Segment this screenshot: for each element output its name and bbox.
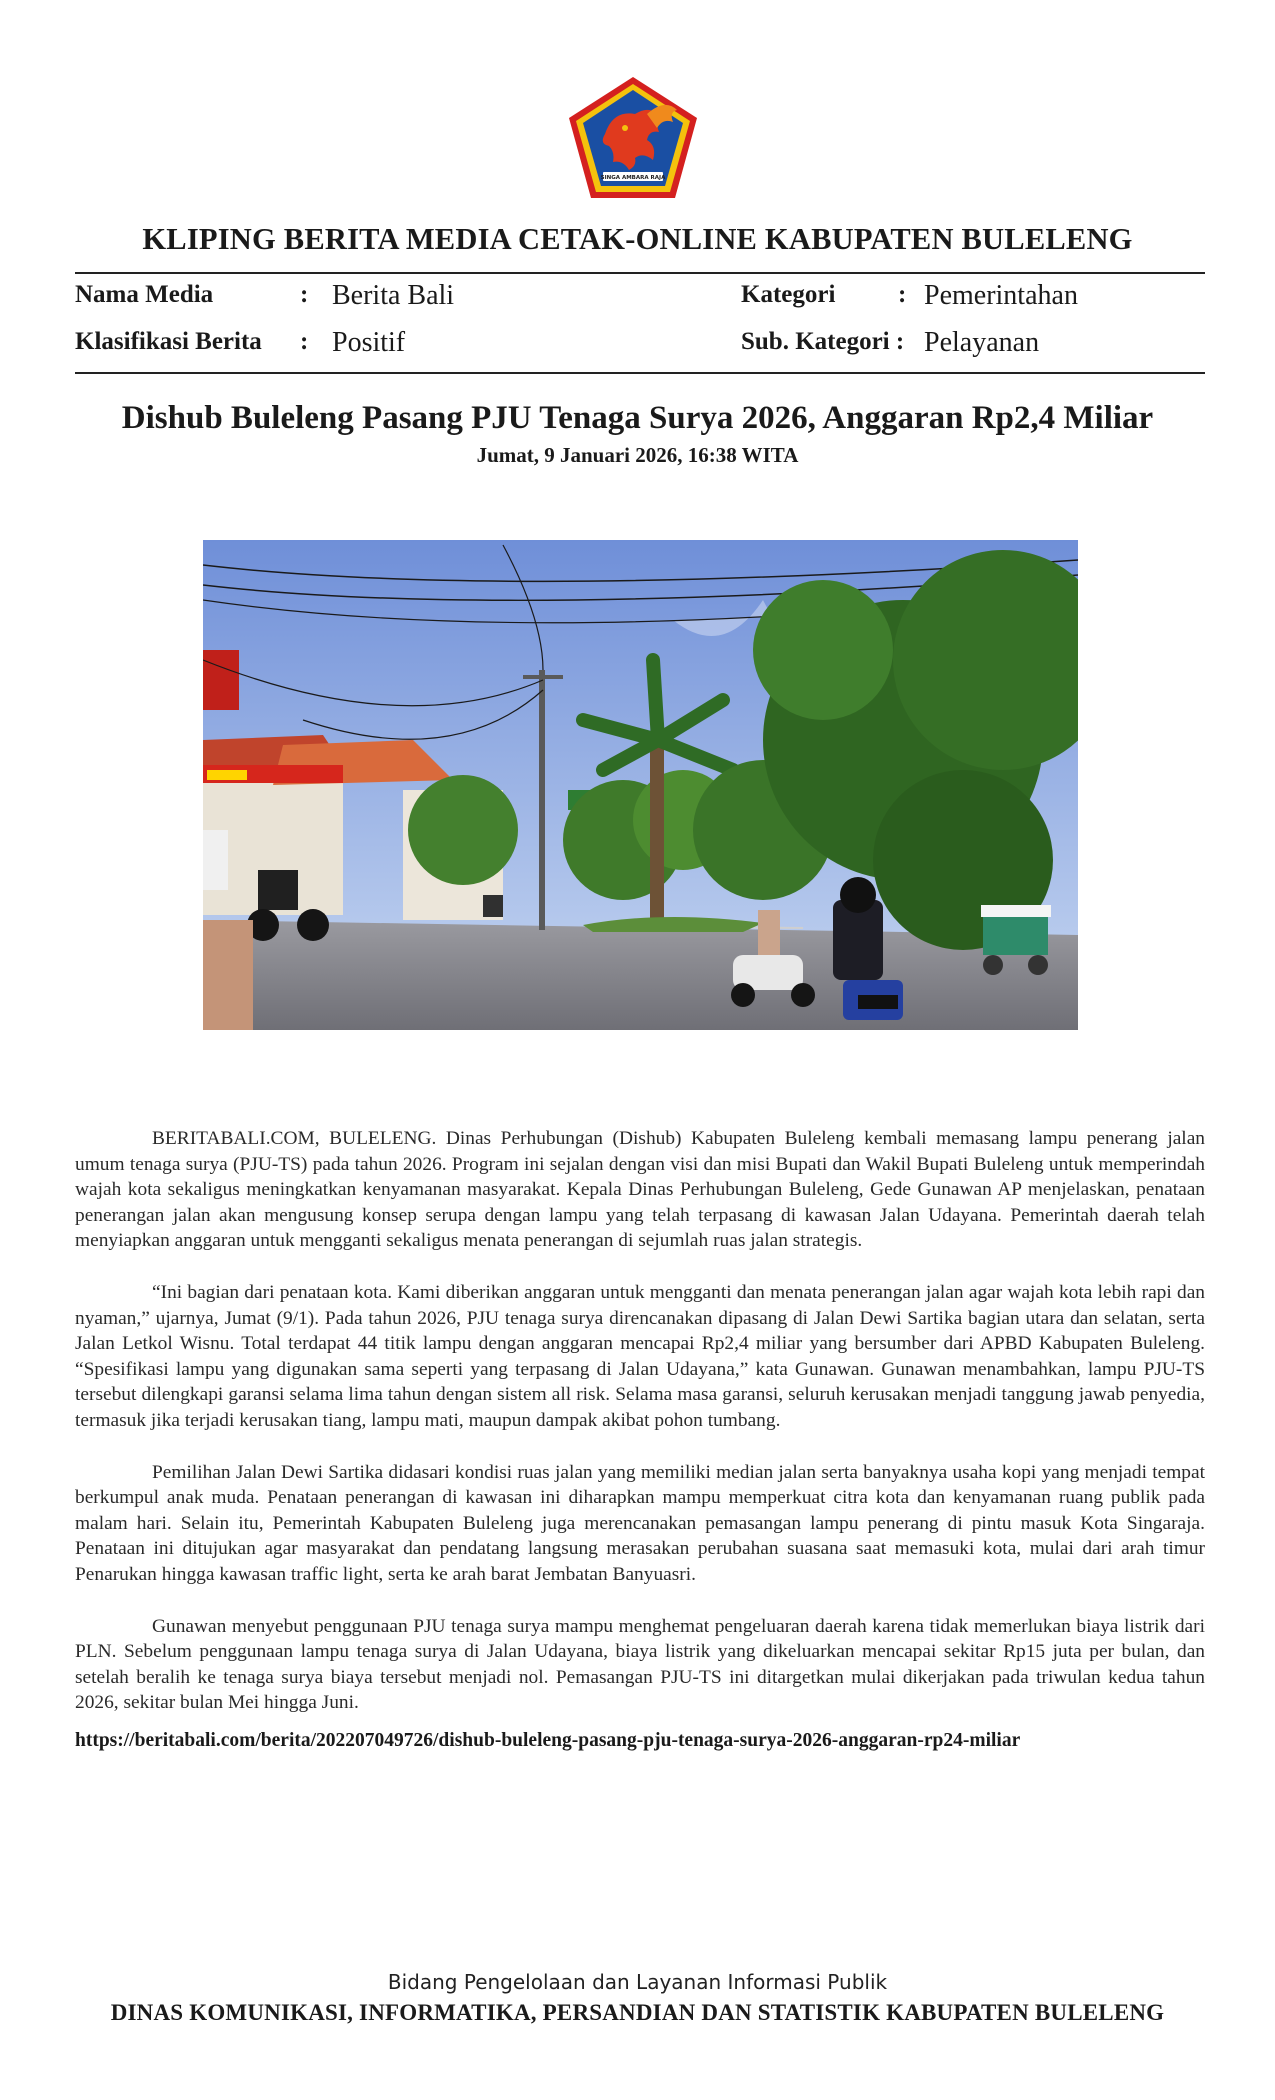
logo-motto: SINGA AMBARA RAJA: [600, 175, 666, 181]
klasifikasi-label: Klasifikasi Berita: [75, 328, 262, 355]
subkategori-value: Pelayanan: [924, 327, 1040, 358]
kategori-colon: :: [898, 281, 907, 308]
article-paragraph: Pemilihan Jalan Dewi Sartika didasari kondisi ruas jalan yang memiliki median jalan serta banyaknya usaha kopi yang menjadi tempat berkumpul anak muda. Penataan penerangan di kawasan ini diharapkan mampu memperkuat citra kota dan kenyamanan ruang publik pada malam hari. Selain itu, Pemerintah Kabupaten Buleleng juga merencanakan pemasangan lampu penerang di pintu masuk Kota Singaraja. Penataan ini ditujukan agar masyarakat dan pendatang langsung merasakan perubahan suasana saat memasuki kota, mulai dari arah timur Penarukan hingga kawasan traffic light, serta ke arah barat Jembatan Banyuasri.: [75, 1461, 1205, 1585]
header-divider-bottom: [75, 372, 1205, 374]
article-paragraph: “Ini bagian dari penataan kota. Kami diberikan anggaran untuk mengganti dan menata penerangan jalan agar wajah kota lebih rapi dan nyaman,” ujarnya, Jumat (9/1). Pada tahun 2026, PJU tenaga surya direncanakan dipasang di Jalan Dewi Sartika bagian utara dan selatan, serta Jalan Letkol Wisnu. Total terdapat 44 titik lampu dengan anggaran mencapai Rp2,4 miliar yang bersumber dari APBD Kabupaten Buleleng. “Spesifikasi lampu yang digunakan sama seperti yang terpasang di Jalan Udayana,” kata Gunawan. Gunawan menambahkan, lampu PJU-TS tersebut dilengkapi garansi selama lima tahun dengan sistem all risk. Selama masa garansi, seluruh kerusakan menjadi tanggung jawab penyedia, termasuk jika terjadi kerusakan tiang, lampu mati, maupun dampak akibat pohon tumbang.: [75, 1281, 1205, 1431]
subkategori-label: Sub. Kategori :: [741, 328, 905, 355]
article-dateline: Jumat, 9 Januari 2026, 16:38 WITA: [476, 443, 799, 467]
singa-ambara-raja-emblem-icon: [565, 74, 701, 202]
footer-agency: DINAS KOMUNIKASI, INFORMATIKA, PERSANDIAN DAN STATISTIK KABUPATEN BULELENG: [110, 2000, 1165, 2025]
footer-department: Bidang Pengelolaan dan Layanan Informasi Publik: [387, 1970, 888, 1994]
article-headline: Dishub Buleleng Pasang PJU Tenaga Surya 2026, Anggaran Rp2,4 Miliar: [121, 400, 1154, 436]
kategori-label: Kategori: [741, 281, 836, 308]
media-value: Berita Bali: [332, 280, 455, 311]
media-colon: :: [300, 281, 309, 308]
kategori-value: Pemerintahan: [924, 280, 1078, 311]
page-title: KLIPING BERITA MEDIA CETAK-ONLINE KABUPATEN BULELENG: [142, 222, 1133, 256]
klasifikasi-colon: :: [300, 328, 309, 355]
article-body: [75, 1126, 1205, 1742]
media-label: Nama Media: [75, 281, 214, 308]
street-intersection-photo-icon: [203, 540, 1078, 1030]
klasifikasi-value: Positif: [332, 327, 406, 358]
article-paragraph: BERITABALI.COM, BULELENG. Dinas Perhubungan (Dishub) Kabupaten Buleleng kembali memasang lampu penerang jalan umum tenaga surya (PJU-TS) pada tahun 2026. Program ini sejalan dengan visi dan misi Bupati dan Wakil Bupati Buleleng untuk memperindah wajah kota sekaligus meningkatkan kenyamanan masyarakat. Kepala Dinas Perhubungan Buleleng, Gede Gunawan AP menjelaskan, penataan penerangan jalan akan mengusung konsep serupa dengan lampu yang telah terpasang di kawasan Jalan Udayana. Pemerintah daerah telah menyiapkan anggaran untuk mengganti sekaligus menata penerangan di sejumlah ruas jalan strategis.: [75, 1128, 1205, 1252]
article-paragraph: Gunawan menyebut penggunaan PJU tenaga surya mampu menghemat pengeluaran daerah karena tidak memerlukan biaya listrik dari PLN. Sebelum penggunaan lampu tenaga surya di Jalan Udayana, biaya listrik yang dikeluarkan mencapai sekitar Rp15 juta per bulan, dan setelah beralih ke tenaga surya biaya tersebut menjadi nol. Pemasangan PJU-TS ini ditargetkan mulai dikerjakan pada triwulan kedua tahun 2026, sekitar bulan Mei hingga Juni.: [75, 1615, 1205, 1714]
header-divider-top: [75, 272, 1205, 274]
source-link[interactable]: https://beritabali.com/berita/202207049726/dishub-buleleng-pasang-pju-tenaga-surya-2026-anggaran-rp24-miliar: [75, 1730, 1021, 1751]
